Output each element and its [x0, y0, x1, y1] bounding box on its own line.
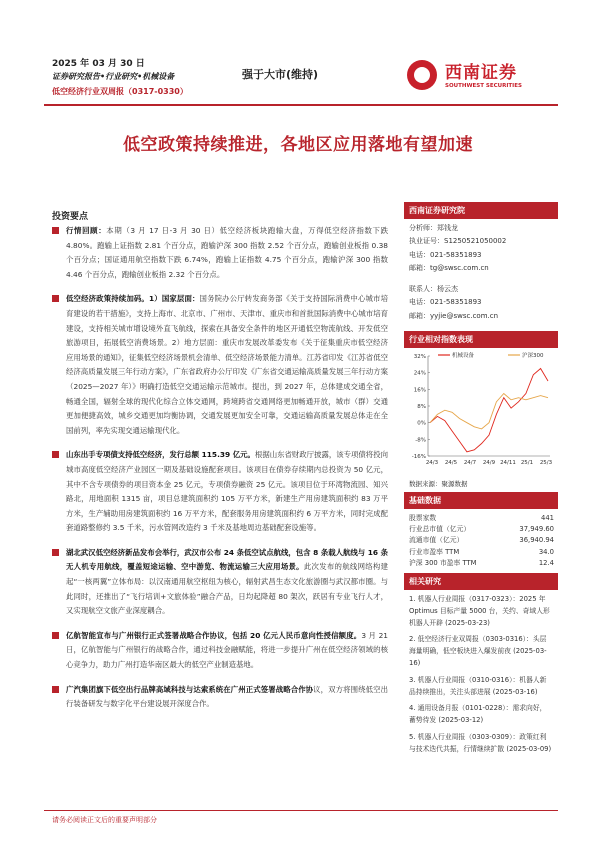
paragraph: 行情回顾：本期（3 月 17 日-3 月 30 日）低空经济板块跑输大盘，万得低空经济指数下跌 4.80%。跑输上证指数 2.81 个百分点，跑输沪深 300 指数 2.52 个百分点，跑输创业板指 0.38 个百分点；国证通用航空指数下跌 6.74%，跑输上证指数 4.75 个百分点，跑输沪深 300 指数 4.46 个百分点，跑输创业板指 2.32 个百分点。 [52, 224, 388, 282]
stat-row: 股票家数 441 [409, 514, 554, 523]
relative-index-chart [404, 348, 558, 476]
footer-divider [44, 810, 558, 811]
analyst-line: 执业证号：S1250521050002 [409, 237, 507, 246]
y-tick-label: 32% [413, 354, 426, 361]
legend-label: 沪深300 [522, 353, 544, 360]
x-tick-label: 24/9 [482, 460, 496, 467]
main-content [52, 224, 388, 723]
y-tick-label: 24% [413, 370, 426, 377]
stat-row: 流通市值（亿元） 36,940.94 [409, 536, 554, 545]
series-line [430, 394, 548, 429]
bullet-icon [52, 632, 59, 639]
footer-disclaimer: 请务必阅读正文后的重要声明部分 [52, 816, 157, 824]
analyst-line: 电话：021-58351893 [409, 250, 482, 259]
related-link[interactable]: 2. 低空经济行业双周报（0303-0316）：头层海量明确，低空板块进入爆发前夜 (2025-03-16) [409, 635, 547, 668]
company-logo [407, 58, 557, 98]
legend-label: 机械设备 [452, 353, 475, 360]
report-date: 2025 年 03 月 30 日 [52, 59, 145, 69]
chart-svg [404, 348, 558, 476]
related-link[interactable]: 1. 机器人行业周报（0317-0323）：2025 年 Optimus 目标产量 5000 台，关约、奇域人形机器人开辟 (2025-03-23) [409, 595, 550, 627]
x-tick-label: 25/3 [539, 460, 553, 467]
series-line [430, 369, 548, 452]
bullet-icon [52, 295, 59, 302]
x-tick-label: 24/5 [444, 460, 458, 467]
contact-line: 电话：021-58351893 [409, 298, 482, 307]
x-tick-label: 24/3 [425, 460, 439, 467]
report-category: 证券研究报告•行业研究•机械设备 [52, 72, 175, 81]
logo-cn: 西南证券 [445, 63, 517, 83]
paragraph: 湖北武汉低空经济新品发布会举行，武汉市公布 24 条低空试点航线，包含 8 条载人航线与 16 条无人机专用航线，覆盖短途运输、空中游览、物流运输三大应用场景。此次发布的航线网络构建起“一核两翼”立体布局：以汉南通用航空枢纽为核心，辐射武昌生态文化旅游圈与武汉都市圈。与此同时，还推出了“飞行培训+文旅体验”融合产品，日均起降超 80 架次，跃居有专业飞行人才，又实现航空文旅产业深度耦合。 [52, 546, 388, 619]
contact-line: 邮箱：yyjie@swsc.com.cn [409, 311, 499, 320]
related-link[interactable]: 4. 通用设备月报（0101-0228）：需求向好，蓄势待发 (2025-03-12) [409, 704, 547, 725]
analyst-line: 分析师：郑钱龙 [409, 224, 458, 232]
related-link[interactable]: 3. 机器人行业周报（0310-0316）：机器人新品持续推出，关注头部进展 (2025-03-16) [409, 675, 547, 696]
y-tick-label: -16% [411, 454, 426, 461]
analyst-info [404, 219, 558, 323]
x-tick-label: 24/11 [500, 460, 516, 467]
section-title: 投资要点 [52, 212, 89, 222]
related-research-header: 相关研究 [404, 573, 558, 590]
stat-row: 行业总市值（亿元） 37,949.60 [409, 525, 554, 534]
y-tick-label: 8% [417, 404, 426, 411]
sidebar [404, 202, 558, 761]
basic-data-table [404, 509, 558, 573]
bullet-icon [52, 451, 59, 458]
analyst-line: 邮箱：tg@swsc.com.cn [409, 263, 489, 272]
rating: 强于大市(维持) [242, 68, 319, 81]
chart-source: 数据来源：聚源数据 [409, 480, 468, 489]
paragraph: 广汽集团旗下低空出行品牌高域科技与达索系统在广州正式签署战略合作协议，双方将围绕低空出行装备研发与数字化平台建设展开深度合作。 [52, 683, 388, 713]
paragraph: 低空经济政策持续加码。1）国家层面：国务院办公厅转发商务部《关于支持国际消费中心城市培育建设的若干措施》，支持上海市、北京市、广州市、天津市、重庆市和首批国际消费中心城市培育建设，支持相关城市增设境外直飞航线，探索在具备安全条件的地区开通低空物流航线、开发低空旅游项目，拓展低空消费场景。2）地方层面：重庆市发展改革委发布《关于征集重庆市低空经济应用场景的通知》，征集低空经济场景机会清单、低空经济场景能力清单。江苏省印发《江苏省低空经济高质量发展三年行动方案》，广东省政府办公厅印发《广东省交通运输高质量发展三年行动方案（2025—2027 年）》明确打造低空交通运输示范城市。提出，到 2027 年，总体建成交通全省，畅通全国，辐射全球的现代化综合立体交通网，跨境跨省交通网络更加畅通开放，城市（群）交通更加便捷高效，城乡交通更加均衡协调，交通发展更加安全可靠，交通运输高质量发展总体走在全国前列，率先实现交通运输现代化。 [52, 292, 388, 438]
y-tick-label: -8% [415, 437, 426, 444]
logo-icon [407, 60, 437, 90]
related-research-list [404, 590, 558, 756]
x-tick-label: 24/7 [463, 460, 477, 467]
x-tick-label: 25/1 [520, 460, 534, 467]
y-tick-label: 0% [417, 420, 426, 427]
logo-en: SOUTHWEST SECURITIES [445, 83, 522, 89]
chart-header: 行业相对指数表现 [404, 331, 558, 348]
bullet-icon [52, 686, 59, 693]
bullet-icon [52, 227, 59, 234]
paragraph: 山东出手专项债支持低空经济，发行总额 115.39 亿元。根据山东省财政厅披露，该专项债将投向城市高度低空经济产业园区一期及基础设施配套项目。该项目在债券存续期内总投资为 50 亿元，其中不含专项债券的项目资本金 25 亿元，专项债券融资 25 亿元。该项目位于环湾物流园、知兴路北，用地面积 1315 亩，项目总建筑面积约 105 万平方米，新建生产用房建筑面积约 83 万平方米，生产辅助用房建筑面积约 16 万平方米，配套服务用房建筑面积约 6 万平方米，同时完成配套道路整修约 3.5 千米，污水管网改造约 3 千米及基地周边基础配套设施等。 [52, 448, 388, 536]
y-tick-label: 16% [413, 387, 426, 394]
stat-row: 沪深 300 市盈率 TTM 12.4 [409, 558, 554, 567]
report-name: 低空经济行业双周报（0317-0330） [52, 87, 188, 96]
bullet-icon [52, 549, 59, 556]
paragraph: 亿航智能宣布与广州银行正式签署战略合作协议，包括 20 亿元人民币意向性授信额度。3 月 21 日，亿航智能与广州银行的战略合作，通过科技金融赋能，将进一步提升广州在低空经济领域的核心竞争力，助力广州打造华南区最大的低空产业制造基地。 [52, 629, 388, 673]
research-header: 西南证券研究院 [404, 202, 558, 219]
related-link[interactable]: 5. 机器人行业周报（0303-0309）：政策红利与技术迭代共振，行情继续扩散 (2025-03-09) [409, 733, 552, 753]
basic-data-header: 基础数据 [404, 492, 558, 509]
page-title: 低空政策持续推进，各地区应用落地有望加速 [123, 135, 473, 155]
contact-line: 联系人：杨云杰 [409, 285, 458, 294]
header-divider [44, 104, 558, 106]
stat-row: 行业市盈率 TTM 34.0 [409, 547, 554, 556]
